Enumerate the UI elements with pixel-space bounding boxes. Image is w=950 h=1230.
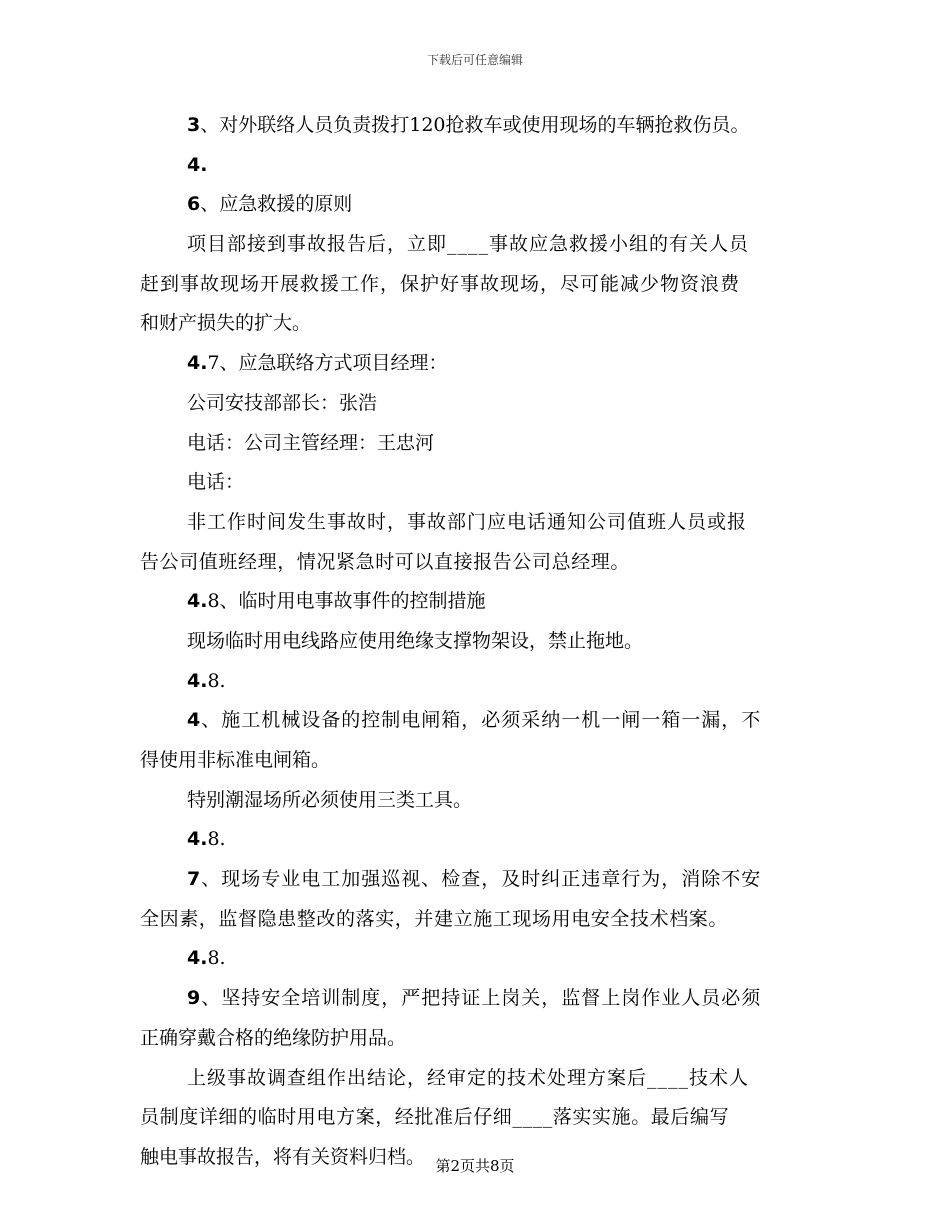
paragraph-line bbox=[140, 304, 820, 344]
paragraph-line bbox=[140, 622, 820, 662]
item-number: 6 bbox=[187, 193, 201, 216]
line-text: 、现场专业电工加强巡视、检查，及时纠正违章行为，消除不安 bbox=[201, 868, 762, 891]
line-text: 项目部接到事故报告后，立即____事故应急救援小组的有关人员 bbox=[187, 233, 750, 256]
line-text: 7、应急联络方式项目经理： bbox=[207, 352, 448, 375]
item-number: 4. bbox=[187, 153, 208, 176]
page-footer: 第2页共8页 bbox=[435, 1157, 515, 1175]
line-text: 全因素，监督隐患整改的落实，并建立施工现场用电安全技术档案。 bbox=[140, 907, 729, 930]
document-body bbox=[140, 106, 820, 1178]
item-number: 4. bbox=[187, 828, 208, 851]
line-text: 、坚持安全培训制度，严把持证上岗关，监督上岗作业人员必须 bbox=[201, 987, 762, 1010]
paragraph-line bbox=[140, 1059, 820, 1099]
paragraph-line bbox=[140, 463, 820, 503]
line-text: 员制度详细的临时用电方案，经批准后仔细____落实实施。最后编写 bbox=[140, 1106, 730, 1129]
line-text: 赶到事故现场开展救援工作，保护好事故现场，尽可能减少物资浪费 bbox=[140, 272, 741, 295]
paragraph-line bbox=[140, 860, 820, 900]
paragraph-line bbox=[140, 979, 820, 1019]
section-heading bbox=[140, 185, 820, 225]
line-text: 8、临时用电事故事件的控制措施 bbox=[207, 590, 486, 613]
item-number: 9 bbox=[187, 987, 202, 1010]
line-text: 得使用非标准电闸箱。 bbox=[140, 749, 331, 771]
paragraph-line bbox=[140, 424, 820, 464]
section-heading bbox=[140, 344, 820, 384]
item-number: 7 bbox=[187, 868, 202, 891]
item-number: 4. bbox=[187, 352, 208, 375]
section-heading bbox=[140, 939, 820, 979]
line-text: 电话：公司主管经理：王忠河 bbox=[187, 431, 435, 454]
item-number: 4. bbox=[187, 669, 208, 692]
line-text: 和财产损失的扩大。 bbox=[140, 312, 312, 335]
section-heading bbox=[140, 662, 820, 702]
paragraph-line bbox=[140, 1019, 820, 1059]
line-text: 触电事故报告，将有关资料归档。 bbox=[140, 1145, 426, 1168]
item-number: 3 bbox=[187, 114, 201, 136]
section-heading bbox=[140, 582, 820, 622]
paragraph-line bbox=[140, 741, 820, 781]
paragraph-line bbox=[140, 900, 820, 940]
line-text: 正确穿戴合格的绝缘防护用品。 bbox=[140, 1026, 407, 1049]
paragraph-line bbox=[140, 146, 820, 186]
line-text: 上级事故调查组作出结论，经审定的技术处理方案后____技术人 bbox=[187, 1066, 750, 1089]
paragraph-line bbox=[140, 1098, 820, 1138]
paragraph-line bbox=[140, 106, 820, 146]
line-text: 特别潮湿场所必须使用三类工具。 bbox=[187, 788, 473, 811]
item-number: 4 bbox=[187, 709, 202, 732]
line-text: 公司安技部部长：张浩 bbox=[187, 391, 378, 414]
paragraph-line bbox=[140, 701, 820, 741]
item-number: 4. bbox=[187, 947, 208, 970]
paragraph-line bbox=[140, 781, 820, 821]
line-text: 、施工机械设备的控制电闸箱，必须采纳一机一闸一箱一漏，不 bbox=[201, 709, 762, 732]
line-text: 电话： bbox=[187, 471, 245, 494]
line-text: 8. bbox=[207, 669, 226, 692]
line-text: 非工作时间发生事故时，事故部门应电话通知公司值班人员或报 bbox=[187, 510, 748, 533]
paragraph-line bbox=[140, 384, 820, 424]
item-number: 4. bbox=[187, 590, 208, 613]
line-text: 现场临时用电线路应使用绝缘支撑物架设，禁止拖地。 bbox=[187, 629, 644, 652]
paragraph-line bbox=[140, 543, 820, 583]
line-text: 告公司值班经理，情况紧急时可以直接报告公司总经理。 bbox=[140, 550, 631, 573]
line-text: 、应急救援的原则 bbox=[200, 193, 353, 216]
section-heading bbox=[140, 820, 820, 860]
page-header: 下载后可任意编辑 bbox=[426, 53, 523, 67]
line-text: 8. bbox=[207, 828, 226, 851]
line-text: 8. bbox=[207, 947, 226, 970]
line-text: 、对外联络人员负责拨打120抢救车或使用现场的车辆抢救伤员。 bbox=[200, 114, 750, 136]
paragraph-line bbox=[140, 503, 820, 543]
paragraph-line bbox=[140, 265, 820, 305]
paragraph-line bbox=[140, 225, 820, 265]
